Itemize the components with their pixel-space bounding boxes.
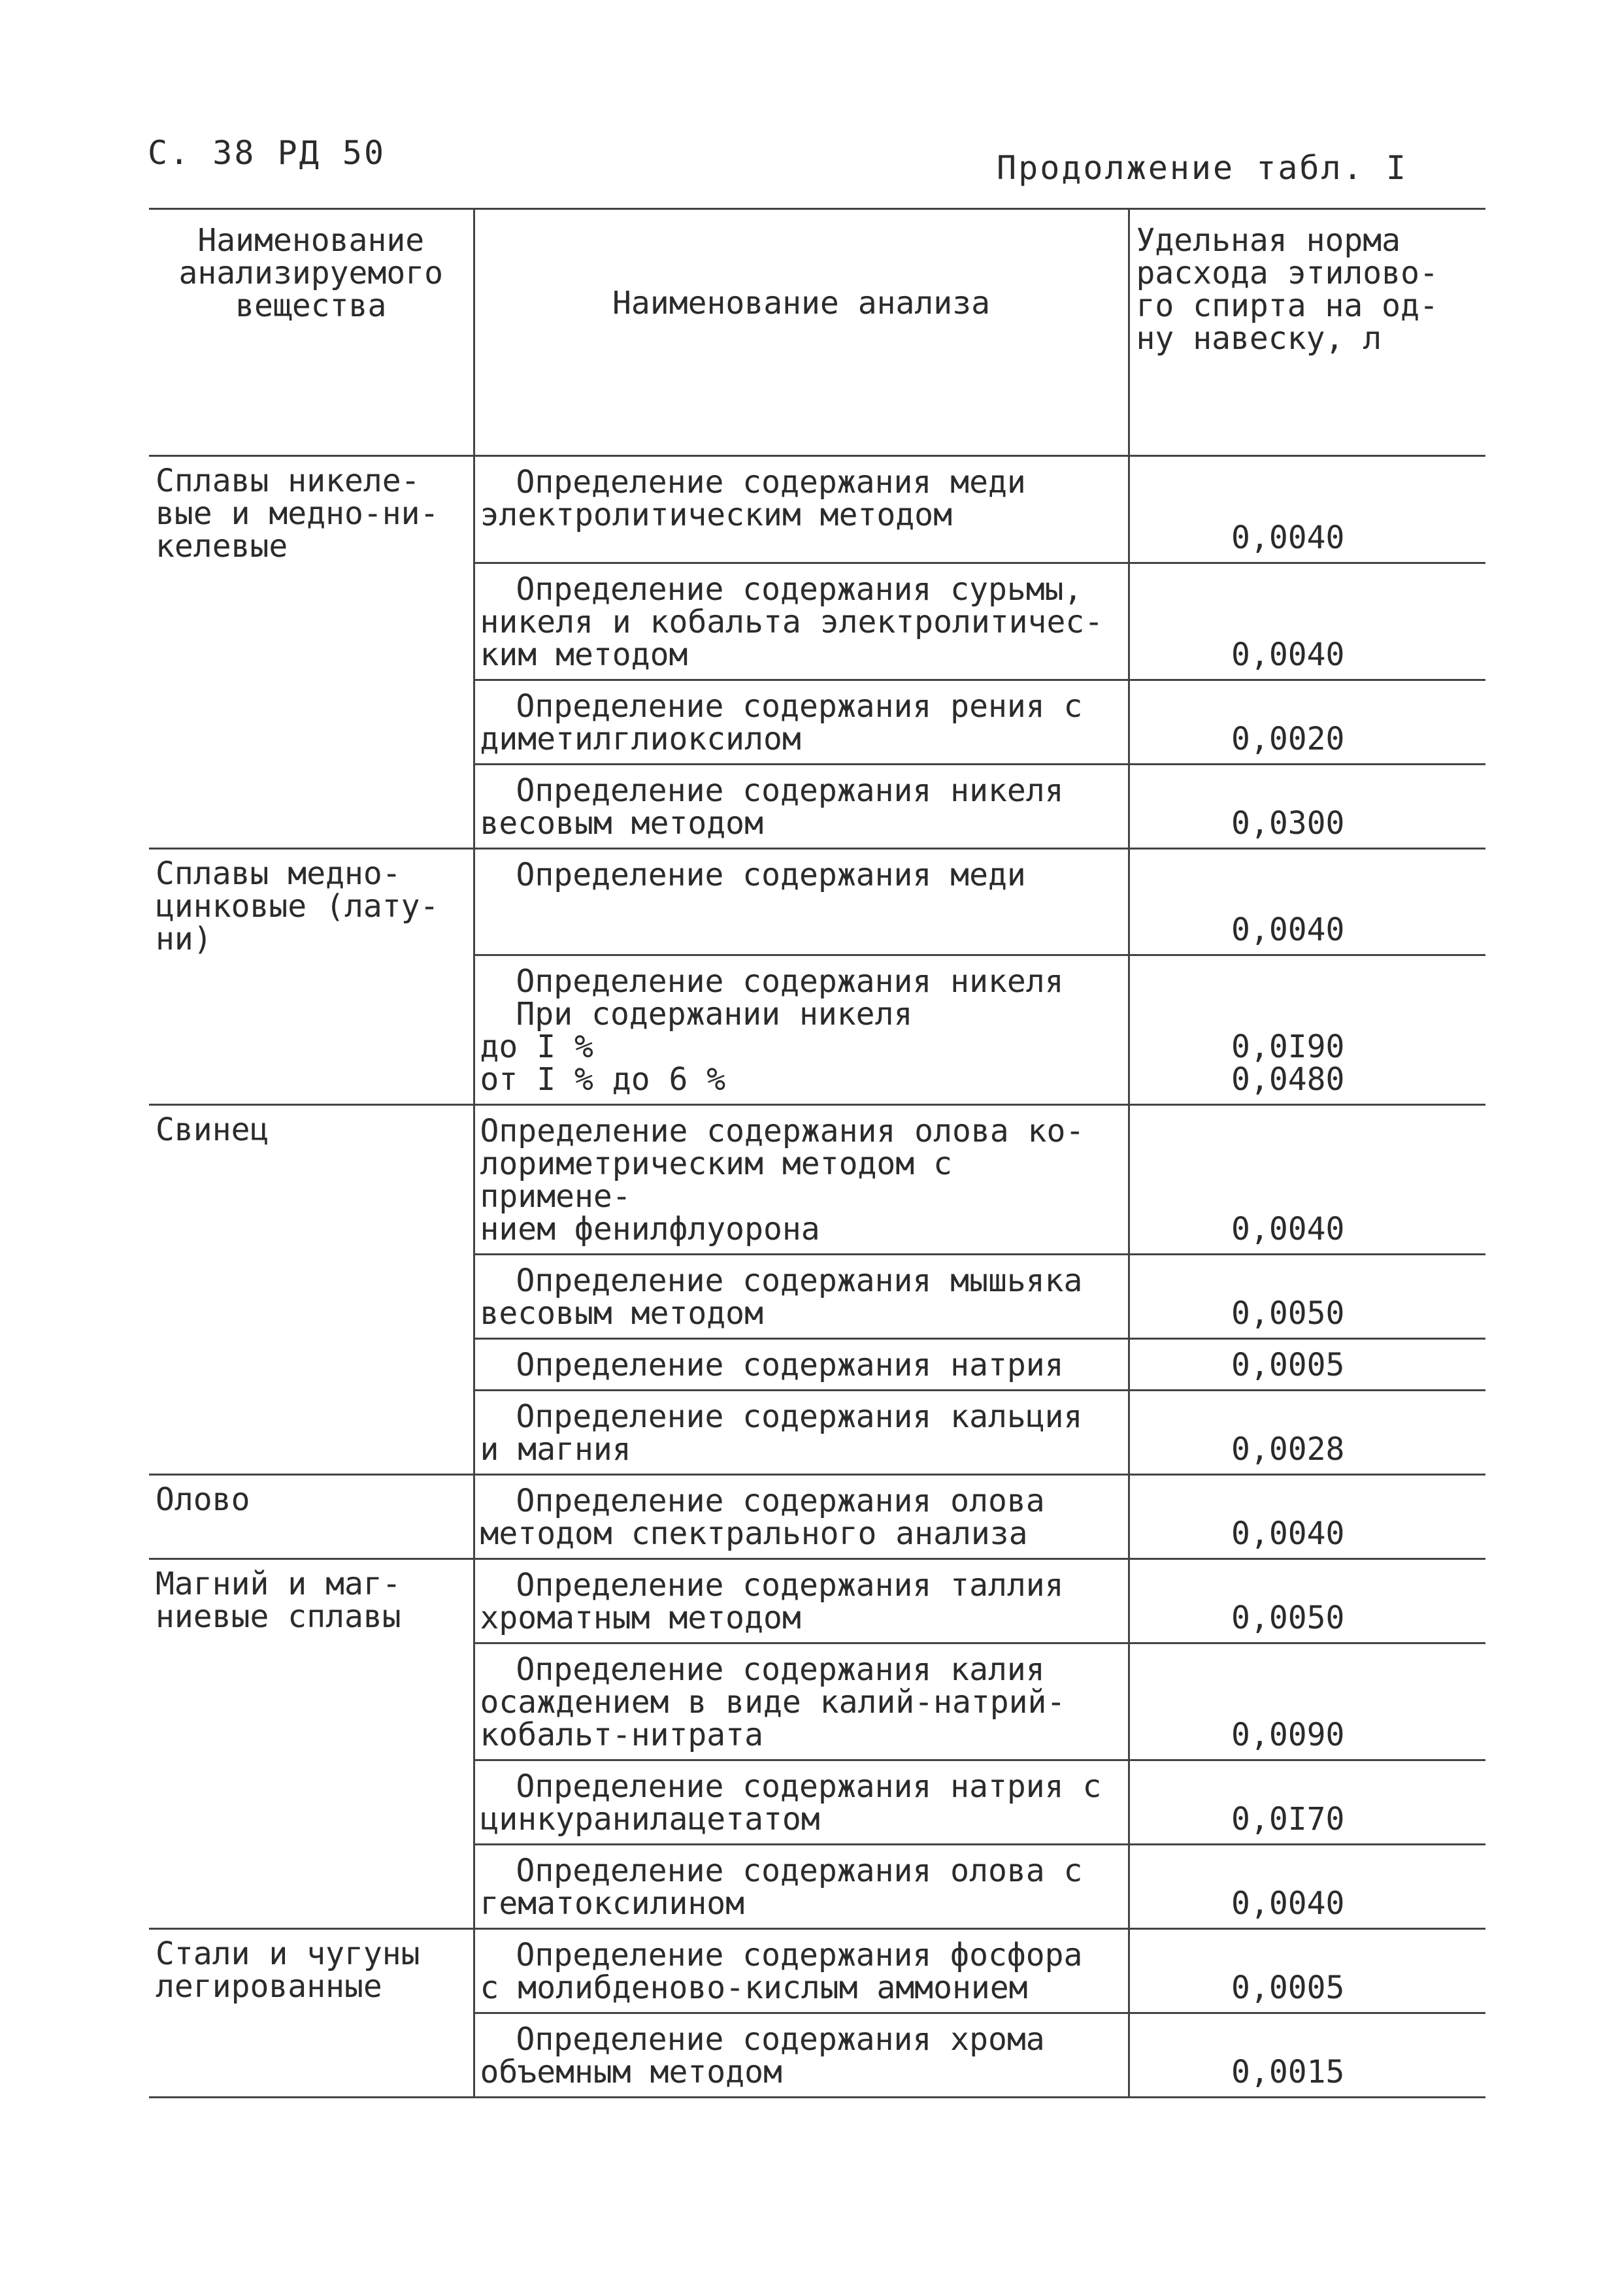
norm-value-cell: 0,0040 bbox=[1129, 1475, 1485, 1559]
analysis-title: Определение содержания меди bbox=[516, 856, 1026, 893]
norm-value-cell: 0,0050 bbox=[1129, 1559, 1485, 1643]
analysis-title: Определение содержания рения с bbox=[516, 687, 1083, 725]
analysis-cell bbox=[474, 848, 1129, 955]
analysis-cell bbox=[474, 1105, 1129, 1255]
substance-cell: Свинец bbox=[149, 1105, 474, 1255]
substance-cell bbox=[149, 1643, 474, 1760]
substance-cell: Олово bbox=[149, 1475, 474, 1559]
norm-value-cell: 0,0028 bbox=[1129, 1391, 1485, 1475]
norm-value-cell: 0,0040 bbox=[1129, 563, 1485, 680]
substance-cell bbox=[149, 1760, 474, 1845]
table-row bbox=[149, 1559, 1485, 1643]
table-row bbox=[149, 764, 1485, 848]
substance-cell: Стали и чугуны легированные bbox=[149, 1929, 474, 2013]
substance-cell bbox=[149, 1845, 474, 1929]
header-norm: Удельная норма расхода этилово- го спирта на од- ну навеску, л bbox=[1129, 209, 1485, 456]
analysis-title: Определение содержания мышьяка bbox=[516, 1262, 1083, 1299]
norm-value-cell: 0,0020 bbox=[1129, 680, 1485, 764]
analysis-title: Определение содержания натрия bbox=[516, 1347, 1064, 1383]
analysis-continuation: никеля и кобальта электролитичес- ким методом bbox=[480, 603, 1104, 673]
table-row bbox=[149, 955, 1485, 1105]
norm-value-cell: 0,0005 bbox=[1129, 1339, 1485, 1391]
substance-cell bbox=[149, 764, 474, 848]
norm-value-cell: 0,0040 bbox=[1231, 519, 1345, 556]
table-header-row bbox=[149, 209, 1485, 456]
page-reference: С. 38 РД 50 bbox=[148, 134, 386, 172]
analysis-title: Определение содержания сурьмы, bbox=[516, 570, 1083, 608]
table-row bbox=[149, 1929, 1485, 2013]
analysis-cell bbox=[474, 456, 1129, 563]
norm-value-cell: 0,0015 bbox=[1129, 2013, 1485, 2098]
norm-value-cell: 0,0090 bbox=[1129, 1643, 1485, 1760]
analysis-title: Определение содержания никеля bbox=[516, 772, 1064, 809]
table-row bbox=[149, 1760, 1485, 1845]
analysis-cell bbox=[474, 764, 1129, 848]
table-row bbox=[149, 1643, 1485, 1760]
table-row bbox=[149, 848, 1485, 955]
analysis-title: Определение содержания хрома bbox=[516, 2021, 1045, 2058]
analysis-title: Определение содержания калия bbox=[516, 1651, 1045, 1688]
substance-cell bbox=[149, 1339, 474, 1391]
analysis-cell bbox=[474, 955, 1129, 1105]
analysis-continuation: хроматным методом bbox=[480, 1600, 801, 1636]
table-row bbox=[149, 1339, 1485, 1391]
analysis-continuation: электролитическим методом bbox=[480, 497, 952, 533]
table-row bbox=[149, 563, 1485, 680]
norm-value-cell: 0,0040 bbox=[1129, 1105, 1485, 1255]
substance-cell: Сплавы никеле- вые и медно-ни- келевые bbox=[156, 463, 439, 565]
analysis-continuation: весовым методом bbox=[480, 1295, 763, 1332]
substance-cell bbox=[149, 2013, 474, 2098]
norm-value-cell: 0,0040 bbox=[1129, 1845, 1485, 1929]
table-row bbox=[149, 2013, 1485, 2098]
analysis-title: Определение содержания никеля При содержании никеля bbox=[516, 963, 1064, 1032]
substance-cell bbox=[149, 563, 474, 680]
table-body bbox=[149, 456, 1485, 2098]
analysis-cell bbox=[474, 563, 1129, 680]
analysis-cell bbox=[474, 1255, 1129, 1339]
header-analysis: Наименование анализа bbox=[474, 209, 1129, 456]
table-row bbox=[149, 1391, 1485, 1475]
analysis-continuation: методом спектрального анализа bbox=[480, 1515, 1028, 1552]
analysis-continuation: весовым методом bbox=[480, 804, 763, 842]
norm-value-cell: 0,0300 bbox=[1129, 764, 1485, 848]
analysis-cell bbox=[474, 1339, 1129, 1391]
norm-value-cell: 0,0005 bbox=[1129, 1929, 1485, 2013]
analysis-continuation: до I % от I % до 6 % bbox=[480, 1029, 726, 1098]
analysis-title: Определение содержания меди bbox=[516, 464, 1026, 501]
analysis-cell bbox=[474, 1559, 1129, 1643]
analysis-continuation: и магния bbox=[480, 1431, 631, 1468]
substance-cell bbox=[149, 680, 474, 764]
analysis-title: Определение содержания кальция bbox=[516, 1398, 1083, 1435]
analysis-title: Определение содержания фосфора bbox=[516, 1937, 1083, 1973]
analysis-title: Определение содержания натрия с bbox=[516, 1768, 1102, 1805]
substance-cell bbox=[149, 955, 474, 1105]
analysis-continuation: диметилглиоксилом bbox=[480, 720, 801, 757]
table-row bbox=[149, 1255, 1485, 1339]
alcohol-consumption-table bbox=[149, 208, 1485, 2098]
analysis-cell bbox=[474, 1845, 1129, 1929]
table-row bbox=[149, 1845, 1485, 1929]
analysis-continuation: объемным методом bbox=[480, 2054, 782, 2090]
table-row bbox=[149, 1475, 1485, 1559]
analysis-continuation: Определение содержания олова ко- лориметрическим методом с примене- нием фенилфлуорона bbox=[480, 1113, 1085, 1247]
norm-value-cell: 0,0I90 0,0480 bbox=[1129, 955, 1485, 1105]
analysis-cell bbox=[474, 1643, 1129, 1760]
substance-cell: Магний и маг- ниевые сплавы bbox=[149, 1559, 474, 1643]
table-row bbox=[149, 456, 1485, 563]
table-row bbox=[149, 680, 1485, 764]
analysis-title: Определение содержания олова с bbox=[516, 1853, 1083, 1889]
table-continuation-label: Продолжение табл. I bbox=[997, 149, 1408, 187]
analysis-continuation: осаждением в виде калий-натрий- кобальт-нитрата bbox=[480, 1684, 1066, 1753]
analysis-cell bbox=[474, 2013, 1129, 2098]
header-substance: Наименование анализируемого вещества bbox=[149, 209, 474, 456]
substance-cell bbox=[149, 1391, 474, 1475]
norm-value-cell: 0,0050 bbox=[1129, 1255, 1485, 1339]
substance-cell bbox=[149, 1255, 474, 1339]
table-row bbox=[149, 1105, 1485, 1255]
norm-value-cell: 0,0I70 bbox=[1129, 1760, 1485, 1845]
analysis-cell bbox=[474, 1760, 1129, 1845]
analysis-title: Определение содержания таллия bbox=[516, 1567, 1064, 1604]
analysis-cell bbox=[474, 680, 1129, 764]
analysis-cell bbox=[474, 1475, 1129, 1559]
analysis-title: Определение содержания олова bbox=[516, 1483, 1045, 1519]
analysis-continuation: с молибденово-кислым аммонием bbox=[480, 1970, 1028, 2006]
analysis-continuation: гематоксилином bbox=[480, 1885, 745, 1922]
substance-cell: Сплавы медно- цинковые (лату- ни) bbox=[149, 848, 474, 955]
analysis-continuation: цинкуранилацетатом bbox=[480, 1801, 820, 1838]
norm-value-cell: 0,0040 bbox=[1129, 848, 1485, 955]
analysis-cell bbox=[474, 1929, 1129, 2013]
analysis-cell bbox=[474, 1391, 1129, 1475]
